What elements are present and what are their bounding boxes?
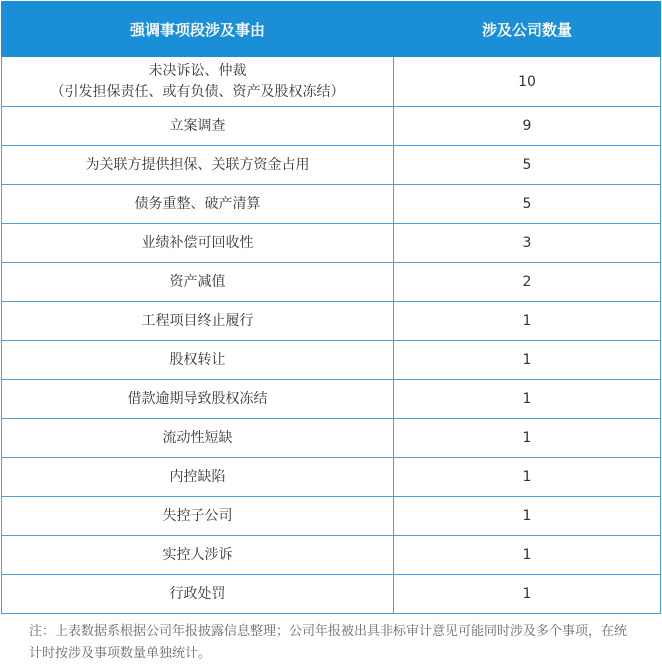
count-cell: 10 — [394, 57, 661, 107]
table-footnote: 注：上表数据系根据公司年报披露信息整理；公司年报被出具非标审计意见可能同时涉及多个事项，在统计时按涉及事项数量单独统计。 — [29, 624, 628, 661]
table-row — [2, 575, 661, 614]
count-cell: 9 — [394, 107, 661, 146]
table-row — [2, 146, 661, 185]
reason-cell — [2, 341, 394, 380]
table-row — [2, 302, 661, 341]
count-cell: 1 — [394, 575, 661, 614]
reasons-table-container — [1, 1, 660, 614]
reason-text: 未决诉讼、仲裁 — [148, 62, 247, 79]
table-row — [2, 107, 661, 146]
reason-text: 为关联方提供担保、关联方资金占用 — [85, 156, 310, 173]
reason-text: 股权转让 — [169, 351, 226, 368]
count-cell: 1 — [394, 341, 661, 380]
count-cell: 2 — [394, 263, 661, 302]
reason-text: （引发担保责任、或有负债、资产及股权冻结） — [50, 83, 345, 100]
table-row — [2, 185, 661, 224]
reason-text: 债务重整、破产清算 — [134, 195, 261, 212]
table-row — [2, 458, 661, 497]
reasons-table — [1, 1, 661, 614]
reason-cell — [2, 57, 394, 107]
reason-text: 借款逾期导致股权冻结 — [127, 390, 268, 407]
reason-cell — [2, 458, 394, 497]
count-cell: 1 — [394, 302, 661, 341]
reason-text: 立案调查 — [169, 117, 226, 134]
reason-text: 业绩补偿可回收性 — [141, 234, 254, 251]
count-cell: 1 — [394, 419, 661, 458]
reason-cell — [2, 185, 394, 224]
reason-cell — [2, 497, 394, 536]
reason-cell — [2, 419, 394, 458]
count-cell: 1 — [394, 497, 661, 536]
table-row — [2, 224, 661, 263]
count-cell: 1 — [394, 458, 661, 497]
reason-text: 内控缺陷 — [169, 468, 226, 485]
table-row — [2, 341, 661, 380]
count-cell: 3 — [394, 224, 661, 263]
column-header-count: 涉及公司数量 — [394, 2, 661, 57]
column-header-reason: 强调事项段涉及事由 — [2, 2, 394, 57]
reason-cell — [2, 224, 394, 263]
reason-text: 行政处罚 — [169, 585, 226, 602]
count-cell: 1 — [394, 380, 661, 419]
reason-cell — [2, 536, 394, 575]
reason-text: 工程项目终止履行 — [141, 312, 254, 329]
table-row — [2, 57, 661, 107]
table-row — [2, 536, 661, 575]
reason-text: 实控人涉诉 — [162, 546, 233, 563]
table-row — [2, 419, 661, 458]
count-cell: 5 — [394, 146, 661, 185]
table-row — [2, 497, 661, 536]
reason-cell — [2, 263, 394, 302]
reason-cell — [2, 146, 394, 185]
table-row — [2, 380, 661, 419]
count-cell: 1 — [394, 536, 661, 575]
table-body — [2, 57, 661, 614]
reason-text: 流动性短缺 — [162, 429, 233, 446]
reason-text: 失控子公司 — [162, 507, 233, 524]
reason-cell — [2, 302, 394, 341]
reason-cell — [2, 107, 394, 146]
reason-cell — [2, 575, 394, 614]
reason-cell — [2, 380, 394, 419]
reason-text: 资产减值 — [169, 273, 226, 290]
count-cell: 5 — [394, 185, 661, 224]
table-header-row — [2, 2, 661, 57]
table-row — [2, 263, 661, 302]
